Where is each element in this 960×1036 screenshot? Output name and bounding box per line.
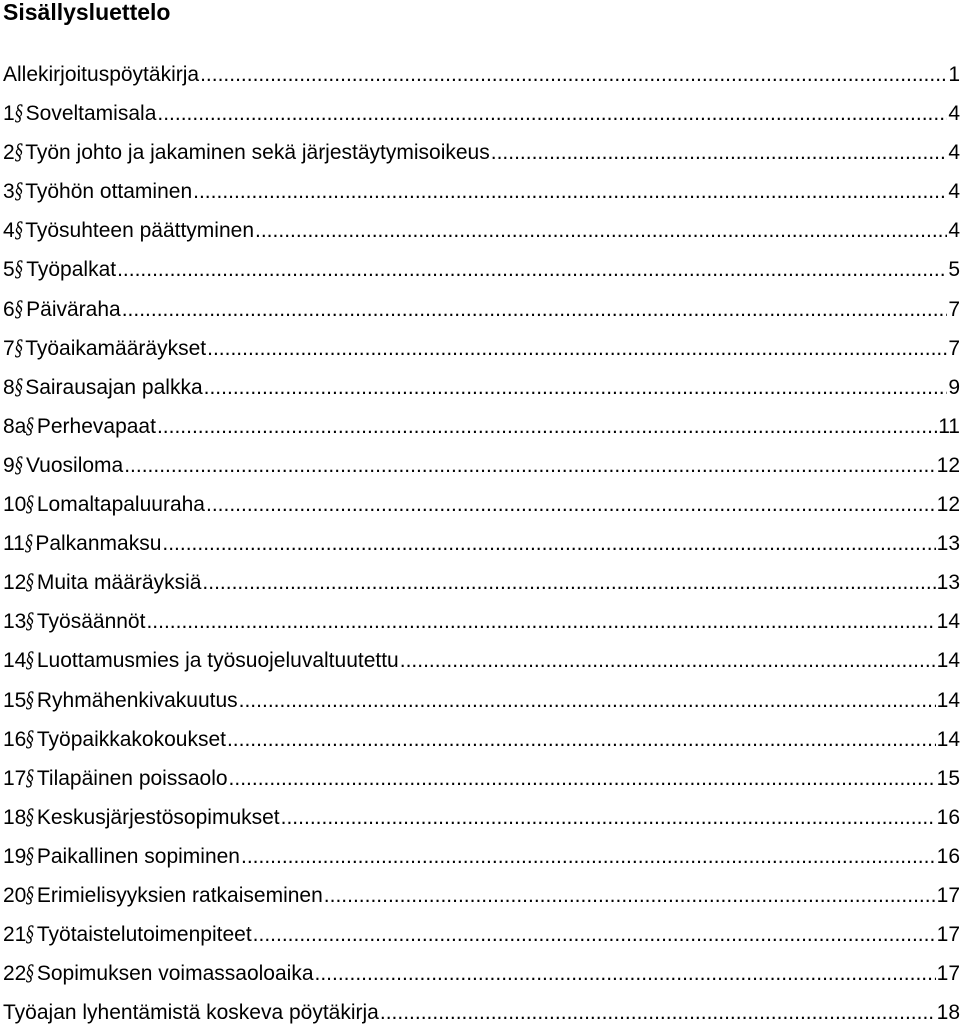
toc-entry-label: Työpalkat bbox=[26, 258, 117, 282]
toc-entry-label: Työhön ottaminen bbox=[25, 180, 193, 204]
toc-entry[interactable] bbox=[0, 602, 960, 641]
toc-entry-page: 12 bbox=[936, 493, 960, 517]
dot-leader bbox=[206, 485, 936, 524]
toc-entry-page: 5 bbox=[948, 258, 960, 282]
toc-entry-number: 20 bbox=[3, 883, 27, 907]
section-mark: § bbox=[14, 257, 23, 282]
toc-entry-number: 3 bbox=[3, 180, 15, 204]
toc-entry[interactable] bbox=[0, 407, 960, 446]
dot-leader bbox=[193, 172, 947, 211]
section-mark: § bbox=[14, 218, 23, 243]
toc-entry[interactable] bbox=[0, 876, 960, 915]
toc-entry[interactable] bbox=[0, 329, 960, 368]
toc-entry-page: 11 bbox=[938, 414, 960, 438]
toc-entry[interactable] bbox=[0, 563, 960, 602]
dot-leader bbox=[146, 602, 935, 641]
dot-leader bbox=[124, 446, 935, 485]
toc-entry[interactable] bbox=[0, 720, 960, 759]
toc-entry-page: 12 bbox=[936, 453, 960, 477]
toc-entry[interactable] bbox=[0, 759, 960, 798]
toc-entry-number: 4 bbox=[3, 219, 15, 243]
dot-leader bbox=[315, 954, 936, 993]
toc-entry-number: 14 bbox=[3, 649, 27, 673]
toc-entry[interactable] bbox=[0, 290, 960, 329]
toc-entry-number: 1 bbox=[3, 102, 15, 126]
toc-entry-label: Lomaltapaluuraha bbox=[36, 493, 205, 517]
dot-leader bbox=[239, 681, 936, 720]
toc-entry-page: 14 bbox=[936, 727, 960, 751]
dot-leader bbox=[202, 563, 935, 602]
toc-entry-number: 8 bbox=[3, 375, 15, 399]
section-mark: § bbox=[26, 570, 35, 595]
toc-entry[interactable] bbox=[0, 641, 960, 680]
section-mark: § bbox=[26, 492, 35, 517]
dot-leader bbox=[253, 915, 936, 954]
toc-entry-page: 4 bbox=[948, 180, 960, 204]
toc-entry-page: 13 bbox=[936, 532, 960, 556]
toc-entry-label: Palkanmaksu bbox=[35, 532, 162, 556]
toc-entry-number: 5 bbox=[3, 258, 15, 282]
dot-leader bbox=[204, 368, 948, 407]
dot-leader bbox=[400, 641, 936, 680]
section-mark: § bbox=[26, 609, 35, 634]
toc-entry-label: Perhevapaat bbox=[36, 414, 156, 438]
toc-entry-page: 1 bbox=[948, 63, 960, 86]
toc-entry-label: Työn johto ja jakaminen sekä järjestäytymisoikeus bbox=[25, 141, 490, 165]
dot-leader bbox=[207, 329, 947, 368]
dot-leader bbox=[122, 290, 948, 329]
toc-entry-page: 7 bbox=[948, 336, 960, 360]
toc-entry[interactable] bbox=[0, 211, 960, 250]
toc-entry-page: 15 bbox=[936, 766, 960, 790]
dot-leader bbox=[162, 524, 935, 563]
toc-entry-page: 4 bbox=[948, 141, 960, 165]
toc-entry-label: Paikallinen sopiminen bbox=[36, 844, 240, 868]
section-mark: § bbox=[26, 413, 35, 438]
toc-entry[interactable] bbox=[0, 485, 960, 524]
toc-entry[interactable] bbox=[0, 798, 960, 837]
section-mark: § bbox=[14, 140, 23, 165]
section-mark: § bbox=[26, 726, 35, 751]
toc-entry-label: Työsäännöt bbox=[36, 610, 146, 634]
toc-entry-page: 16 bbox=[936, 844, 960, 868]
toc-entry-number: 16 bbox=[3, 727, 27, 751]
toc-entry[interactable] bbox=[0, 524, 960, 563]
toc-entry-number: 2 bbox=[3, 141, 15, 165]
toc-entry-label: Tilapäinen poissaolo bbox=[36, 766, 228, 790]
toc-entry[interactable] bbox=[0, 250, 960, 289]
toc-entry-page: 7 bbox=[948, 297, 960, 321]
toc-entry-label: Työtaistelutoimenpiteet bbox=[36, 923, 252, 947]
toc-entry-page: 4 bbox=[948, 102, 960, 126]
toc-entry-page: 14 bbox=[936, 649, 960, 673]
dot-leader bbox=[255, 211, 947, 250]
dot-leader bbox=[281, 798, 936, 837]
toc-entry[interactable] bbox=[0, 446, 960, 485]
toc-entry-page: 14 bbox=[936, 688, 960, 712]
section-mark: § bbox=[26, 765, 35, 790]
section-mark: § bbox=[26, 922, 35, 947]
toc-entry[interactable] bbox=[0, 172, 960, 211]
section-mark: § bbox=[24, 531, 33, 556]
dot-leader bbox=[241, 837, 936, 876]
toc-entry-number: 8a bbox=[3, 414, 27, 438]
toc-entry-page: 9 bbox=[948, 375, 960, 399]
toc-entry-number: 11 bbox=[3, 532, 25, 556]
section-mark: § bbox=[14, 374, 23, 399]
section-mark: § bbox=[14, 296, 23, 321]
toc-entry-label: Allekirjoituspöytäkirja bbox=[3, 63, 200, 86]
section-mark: § bbox=[26, 882, 35, 907]
section-mark: § bbox=[14, 452, 23, 477]
dot-leader bbox=[200, 55, 947, 94]
toc-entry[interactable] bbox=[0, 368, 960, 407]
dot-leader bbox=[229, 759, 936, 798]
toc-entry[interactable] bbox=[0, 681, 960, 720]
section-mark: § bbox=[26, 961, 35, 986]
toc-entry-page: 13 bbox=[936, 571, 960, 595]
toc-entry-page: 17 bbox=[936, 962, 960, 986]
section-mark: § bbox=[14, 101, 23, 126]
toc-entry-number: 18 bbox=[3, 805, 27, 829]
section-mark: § bbox=[26, 843, 35, 868]
toc-entry-label: Työpaikkakokoukset bbox=[36, 727, 226, 751]
toc-entry[interactable] bbox=[0, 94, 960, 133]
page-title: Sisällysluettelo bbox=[3, 0, 171, 25]
toc-entry-label: Luottamusmies ja työsuojeluvaltuutettu bbox=[36, 649, 399, 673]
section-mark: § bbox=[26, 648, 35, 673]
toc-entry-label: Sairausajan palkka bbox=[25, 375, 203, 399]
table-of-contents bbox=[0, 55, 960, 1032]
toc-entry-label: Työsuhteen päättyminen bbox=[25, 219, 255, 243]
dot-leader bbox=[117, 250, 947, 289]
toc-entry-label: Työaikamääräykset bbox=[25, 336, 207, 360]
toc-entry-page: 16 bbox=[936, 805, 960, 829]
dot-leader bbox=[324, 876, 936, 915]
toc-entry-label: Työajan lyhentämistä koskeva pöytäkirja bbox=[3, 1001, 379, 1025]
toc-entry-number: 12 bbox=[3, 571, 27, 595]
toc-entry-label: Keskusjärjestösopimukset bbox=[36, 805, 280, 829]
toc-entry-page: 14 bbox=[936, 610, 960, 634]
toc-entry-number: 7 bbox=[3, 336, 15, 360]
toc-entry-page: 17 bbox=[936, 923, 960, 947]
toc-entry-label: Muita määräyksiä bbox=[36, 571, 202, 595]
toc-entry-label: Vuosiloma bbox=[25, 453, 124, 477]
toc-entry-number: 19 bbox=[3, 844, 27, 868]
toc-entry-number: 15 bbox=[3, 688, 27, 712]
toc-entry-number: 21 bbox=[3, 923, 27, 947]
toc-entry-number: 10 bbox=[3, 493, 27, 517]
section-mark: § bbox=[14, 179, 23, 204]
dot-leader bbox=[157, 407, 937, 446]
section-mark: § bbox=[14, 335, 23, 360]
toc-entry-page: 4 bbox=[948, 219, 960, 243]
toc-entry-page: 18 bbox=[936, 1001, 960, 1025]
toc-entry-page: 17 bbox=[936, 883, 960, 907]
toc-entry-number: 9 bbox=[3, 453, 15, 477]
dot-leader bbox=[380, 993, 936, 1032]
toc-entry-number: 22 bbox=[3, 962, 27, 986]
toc-entry-number: 17 bbox=[3, 766, 27, 790]
toc-entry[interactable] bbox=[0, 837, 960, 876]
toc-entry[interactable] bbox=[0, 55, 960, 94]
dot-leader bbox=[491, 133, 948, 172]
dot-leader bbox=[157, 94, 947, 133]
toc-entry[interactable] bbox=[0, 133, 960, 172]
toc-entry-number: 13 bbox=[3, 610, 27, 634]
toc-entry[interactable] bbox=[0, 954, 960, 993]
toc-entry[interactable] bbox=[0, 993, 960, 1032]
section-mark: § bbox=[26, 687, 35, 712]
toc-entry-number: 6 bbox=[3, 297, 15, 321]
toc-entry-label: Soveltamisala bbox=[25, 102, 157, 126]
toc-entry-label: Ryhmähenkivakuutus bbox=[36, 688, 238, 712]
toc-entry[interactable] bbox=[0, 915, 960, 954]
dot-leader bbox=[227, 720, 936, 759]
toc-entry-label: Sopimuksen voimassaoloaika bbox=[36, 962, 314, 986]
toc-entry-label: Erimielisyyksien ratkaiseminen bbox=[36, 883, 323, 907]
section-mark: § bbox=[26, 804, 35, 829]
toc-entry-label: Päiväraha bbox=[26, 297, 121, 321]
